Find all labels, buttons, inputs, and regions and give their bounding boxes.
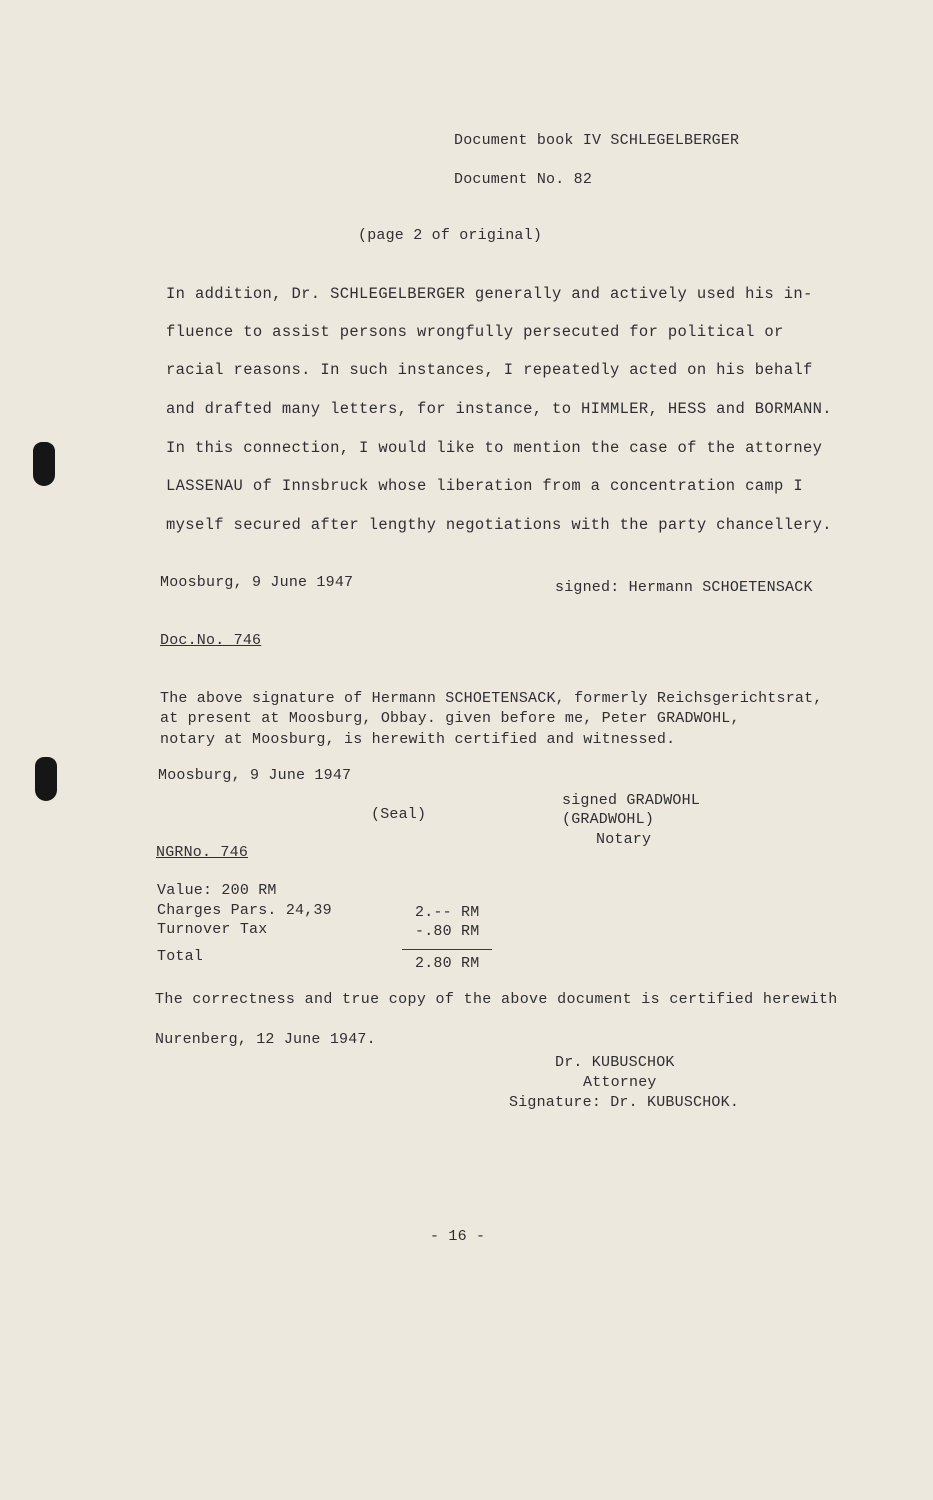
notary-signed: signed GRADWOHL <box>562 792 701 809</box>
doc-number-heading: Document No. 82 <box>454 171 593 188</box>
cert-line-2: at present at Moosburg, Obbay. given before me, Peter GRADWOHL, <box>160 710 740 727</box>
fee-charges-amount: 2.-- RM <box>415 904 480 921</box>
total-rule <box>402 949 492 950</box>
notary-title: Notary <box>596 831 652 848</box>
body-line-5: In this connection, I would like to mention the case of the attorney <box>166 439 823 457</box>
punch-hole-bottom <box>35 757 57 801</box>
attorney-signature: Signature: Dr. KUBUSCHOK. <box>509 1094 740 1111</box>
body-line-1: In addition, Dr. SCHLEGELBERGER generally and actively used his in- <box>166 285 813 303</box>
doc-book-heading: Document book IV SCHLEGELBERGER <box>454 132 740 149</box>
page-of-original-note: (page 2 of original) <box>358 227 543 244</box>
body-line-2: fluence to assist persons wrongfully persecuted for political or <box>166 323 784 341</box>
attorney-name: Dr. KUBUSCHOK <box>555 1054 675 1071</box>
fee-total-amount: 2.80 RM <box>415 955 480 972</box>
attorney-title: Attorney <box>583 1074 657 1091</box>
place-date-nurenberg: Nurenberg, 12 June 1947. <box>155 1031 376 1048</box>
page-number: - 16 - <box>430 1228 486 1245</box>
seal-mark: (Seal) <box>371 806 427 823</box>
punch-hole-top <box>33 442 55 486</box>
fee-turnover-amount: -.80 RM <box>415 923 480 940</box>
fee-turnover-label: Turnover Tax <box>157 921 268 938</box>
ngr-number: NGRNo. 746 <box>156 844 249 861</box>
correctness-statement: The correctness and true copy of the above document is certified herewith <box>155 991 838 1008</box>
body-line-4: and drafted many letters, for instance, to HIMMLER, HESS and BORMANN. <box>166 400 832 418</box>
body-line-3: racial reasons. In such instances, I repeatedly acted on his behalf <box>166 361 813 379</box>
notary-name: (GRADWOHL) <box>562 811 655 828</box>
place-date-moosburg-2: Moosburg, 9 June 1947 <box>158 767 352 784</box>
doc-no-746: Doc.No. 746 <box>160 632 262 649</box>
body-line-6: LASSENAU of Innsbruck whose liberation from a concentration camp I <box>166 477 803 495</box>
cert-line-1: The above signature of Hermann SCHOETENSACK, formerly Reichsgerichtsrat, <box>160 690 823 707</box>
cert-line-3: notary at Moosburg, is herewith certified and witnessed. <box>160 731 676 748</box>
fee-value: Value: 200 RM <box>157 882 277 899</box>
body-line-7: myself secured after lengthy negotiations with the party chancellery. <box>166 516 832 534</box>
fee-charges-label: Charges Pars. 24,39 <box>157 902 332 919</box>
fee-total-label: Total <box>157 948 204 965</box>
place-date-moosburg: Moosburg, 9 June 1947 <box>160 574 354 591</box>
signed-schoetensack: signed: Hermann SCHOETENSACK <box>555 579 813 596</box>
